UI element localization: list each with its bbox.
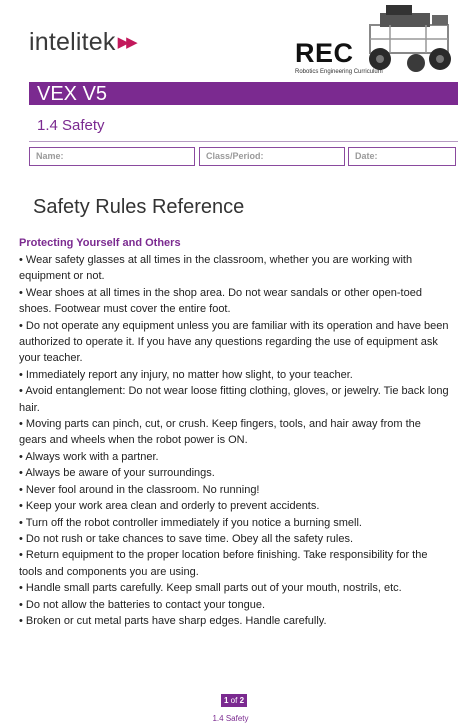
intelitek-logo bbox=[29, 28, 135, 57]
class-period-field[interactable] bbox=[199, 147, 345, 166]
section-title: Protecting Yourself and Others bbox=[19, 237, 181, 249]
rule-item: • Always work with a partner. bbox=[19, 449, 449, 465]
footer-caption: 1.4 Safety bbox=[212, 714, 249, 723]
name-field[interactable] bbox=[29, 147, 195, 166]
robot-image bbox=[360, 3, 460, 81]
date-label: Date: bbox=[355, 151, 378, 161]
rule-item: • Wear shoes at all times in the shop area. Do not wear sandals or other open-toed shoes. Footwear must cover the entire foot. bbox=[19, 285, 449, 318]
rule-item: • Always be aware of your surroundings. bbox=[19, 465, 449, 481]
safety-rules-list bbox=[19, 252, 449, 629]
title-banner bbox=[29, 82, 458, 105]
page-of: of bbox=[230, 696, 238, 705]
rule-item: • Avoid entanglement: Do not wear loose fitting clothing, gloves, or jewelry. Tie back long hair. bbox=[19, 383, 449, 416]
rule-item: • Never fool around in the classroom. No running! bbox=[19, 482, 449, 498]
rule-item: • Wear safety glasses at all times in the classroom, whether you are working with equipment or not. bbox=[19, 252, 449, 285]
rule-item: • Do not operate any equipment unless you are familiar with its operation and have been authorized to operate it. If you have any questions regarding the use of equipment ask your teacher. bbox=[19, 318, 449, 367]
rule-item: • Do not allow the batteries to contact your tongue. bbox=[19, 597, 449, 613]
lesson-title: 1.4 Safety bbox=[37, 117, 105, 134]
rule-item: • Turn off the robot controller immediately if you notice a burning smell. bbox=[19, 515, 449, 531]
rule-item: • Keep your work area clean and orderly to prevent accidents. bbox=[19, 498, 449, 514]
banner-title: VEX V5 bbox=[37, 83, 108, 105]
rule-item: • Moving parts can pinch, cut, or crush. Keep fingers, tools, and hair away from the gears and wheels when the robot power is ON. bbox=[19, 416, 449, 449]
rule-item: • Return equipment to the proper location before finishing. Take responsibility for the tools and components you are using. bbox=[19, 547, 449, 580]
rule-item: • Broken or cut metal parts have sharp edges. Handle carefully. bbox=[19, 613, 449, 629]
logo-text: intelitek bbox=[29, 28, 116, 56]
date-field[interactable] bbox=[348, 147, 456, 166]
rec-title: REC bbox=[295, 38, 354, 68]
logo-arrows-icon: ▶▶ bbox=[117, 34, 135, 51]
rec-subtitle: Robotics Engineering Curriculum bbox=[295, 69, 383, 75]
page-indicator bbox=[221, 694, 247, 707]
page-current: 1 bbox=[223, 696, 229, 705]
name-label: Name: bbox=[36, 151, 64, 161]
rule-item: • Do not rush or take chances to save time. Obey all the safety rules. bbox=[19, 531, 449, 547]
page-total: 2 bbox=[239, 696, 245, 705]
rule-item: • Immediately report any injury, no matter how slight, to your teacher. bbox=[19, 367, 449, 383]
class-period-label: Class/Period: bbox=[206, 151, 264, 161]
divider bbox=[29, 141, 458, 142]
rule-item: • Handle small parts carefully. Keep small parts out of your mouth, nostrils, etc. bbox=[19, 580, 449, 596]
page-heading: Safety Rules Reference bbox=[33, 196, 245, 218]
